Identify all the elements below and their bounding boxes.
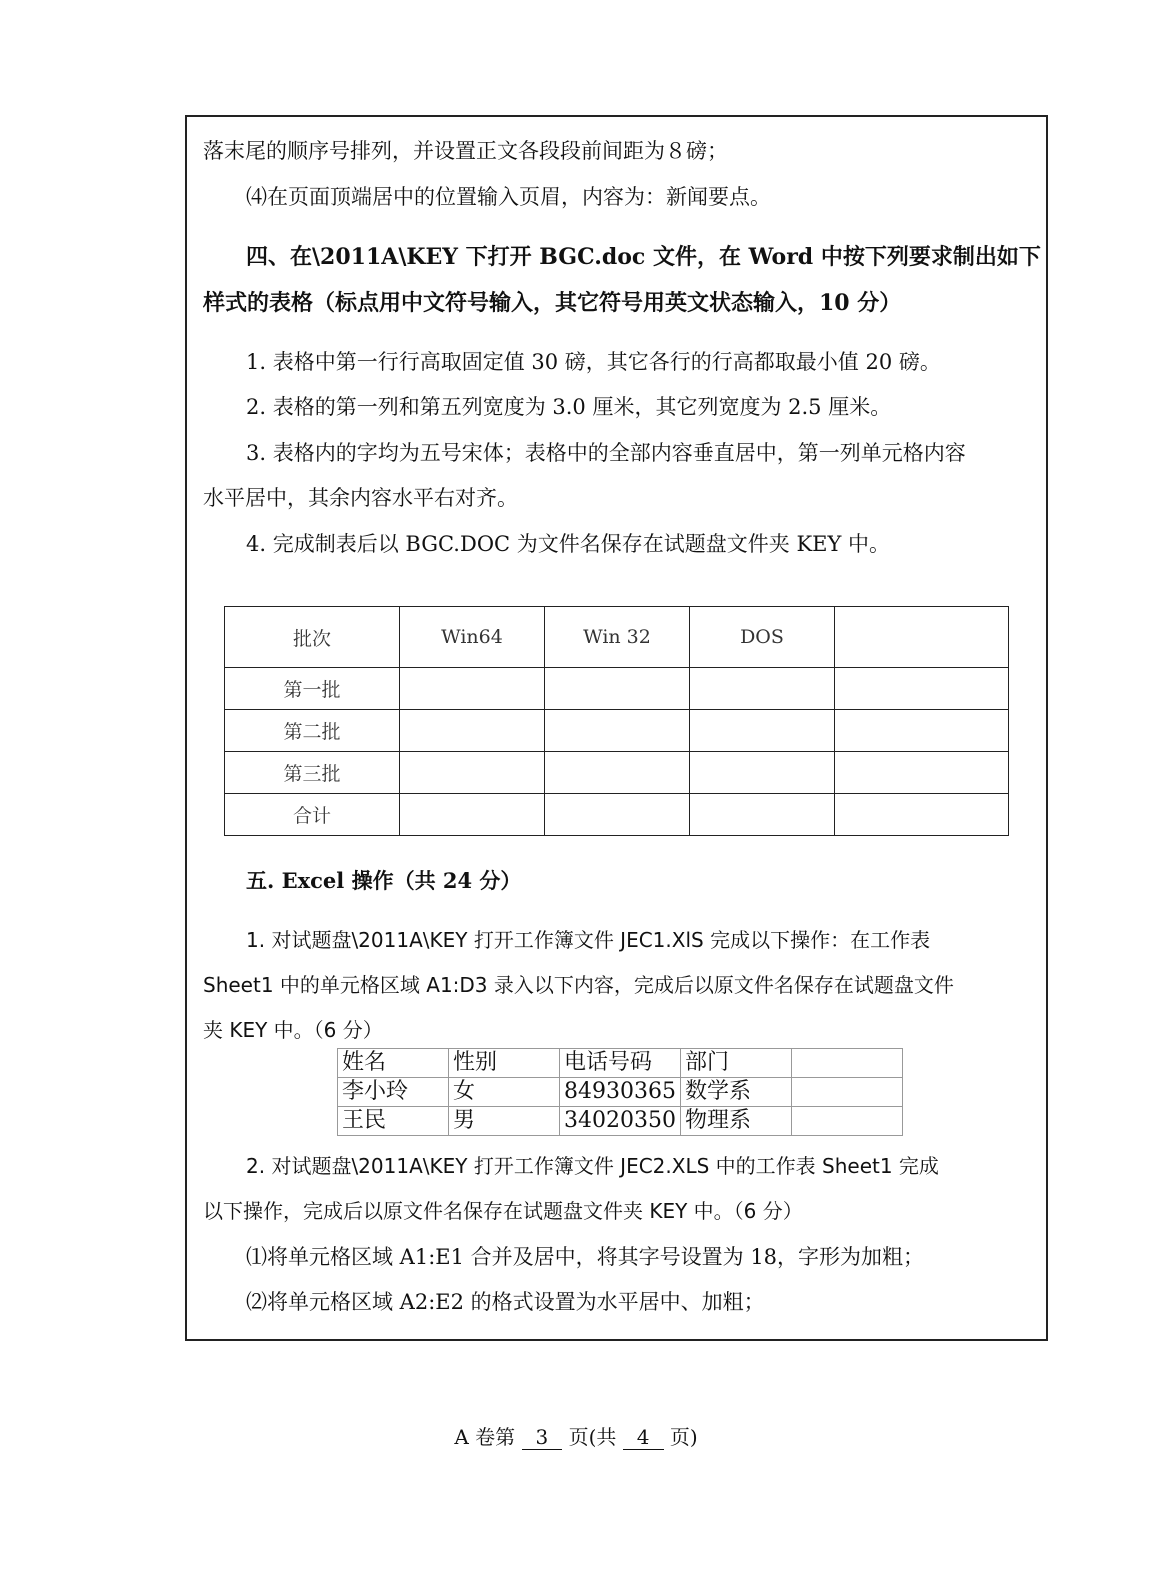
table-cell bbox=[835, 752, 1009, 794]
table-cell bbox=[400, 752, 545, 794]
paragraph-line: 落末尾的顺序号排列，并设置正文各段段前间距为８磅； bbox=[203, 139, 728, 163]
table-cell: 男 bbox=[449, 1107, 560, 1136]
table-cell bbox=[545, 794, 690, 836]
table-cell: 李小玲 bbox=[338, 1078, 449, 1107]
requirement-line: 4. 完成制表后以 BGC.DOC 为文件名保存在试题盘文件夹 KEY 中。 bbox=[246, 532, 891, 556]
excel-step-line: ⑴将单元格区域 A1:E1 合并及居中，将其字号设置为 18，字形为加粗； bbox=[246, 1245, 925, 1269]
table-cell: 性别 bbox=[449, 1049, 560, 1078]
table-cell bbox=[545, 668, 690, 710]
table-cell bbox=[545, 752, 690, 794]
table-cell: DOS bbox=[690, 607, 835, 668]
requirement-line: 1. 表格中第一行行高取固定值 30 磅，其它各行的行高都取最小值 20 磅。 bbox=[246, 350, 941, 374]
footer-prefix: A 卷第 bbox=[454, 1425, 516, 1449]
section-heading: 五. Excel 操作（共 24 分） bbox=[246, 868, 522, 893]
table-cell: 34020350 bbox=[560, 1107, 681, 1136]
word-sample-table bbox=[224, 606, 1009, 836]
requirement-line: 2. 表格的第一列和第五列宽度为 3.0 厘米，其它列宽度为 2.5 厘米。 bbox=[246, 395, 892, 419]
table-cell: 合计 bbox=[225, 794, 400, 836]
table-cell: 电话号码 bbox=[560, 1049, 681, 1078]
table-row bbox=[225, 668, 1009, 710]
table-row bbox=[338, 1049, 903, 1078]
paragraph-line: ⑷在页面顶端居中的位置输入页眉，内容为：新闻要点。 bbox=[246, 185, 771, 209]
table-cell bbox=[835, 607, 1009, 668]
table-cell bbox=[791, 1049, 902, 1078]
page-footer bbox=[0, 1421, 1152, 1450]
table-cell: Win64 bbox=[400, 607, 545, 668]
table-cell bbox=[835, 794, 1009, 836]
total-page-number: 4 bbox=[623, 1425, 664, 1450]
excel-task-line: 1. 对试题盘\2011A\KEY 打开工作簿文件 JEC1.XlS 完成以下操作：在工作表 bbox=[246, 928, 931, 952]
excel-task-line: 以下操作，完成后以原文件名保存在试题盘文件夹 KEY 中。（6 分） bbox=[203, 1199, 803, 1223]
table-row bbox=[225, 794, 1009, 836]
excel-sample-table bbox=[337, 1048, 903, 1136]
requirement-line: 3. 表格内的字均为五号宋体；表格中的全部内容垂直居中，第一列单元格内容 bbox=[246, 441, 966, 465]
table-cell bbox=[690, 668, 835, 710]
table-cell bbox=[690, 710, 835, 752]
table-cell: 第三批 bbox=[225, 752, 400, 794]
table-cell bbox=[791, 1107, 902, 1136]
requirement-line: 水平居中，其余内容水平右对齐。 bbox=[203, 486, 518, 510]
table-cell bbox=[400, 710, 545, 752]
table-cell: 姓名 bbox=[338, 1049, 449, 1078]
footer-suffix: 页) bbox=[669, 1425, 698, 1449]
excel-step-line: ⑵将单元格区域 A2:E2 的格式设置为水平居中、加粗； bbox=[246, 1290, 765, 1314]
table-row bbox=[338, 1107, 903, 1136]
excel-task-line: Sheet1 中的单元格区域 A1:D3 录入以下内容，完成后以原文件名保存在试题盘文件 bbox=[203, 973, 954, 997]
table-cell: Win 32 bbox=[545, 607, 690, 668]
table-cell: 部门 bbox=[680, 1049, 791, 1078]
table-cell bbox=[690, 794, 835, 836]
table-cell: 女 bbox=[449, 1078, 560, 1107]
section-heading: 样式的表格（标点用中文符号输入，其它符号用英文状态输入，10 分） bbox=[203, 290, 902, 316]
table-cell bbox=[791, 1078, 902, 1107]
table-cell: 王民 bbox=[338, 1107, 449, 1136]
table-cell bbox=[545, 710, 690, 752]
table-row bbox=[225, 607, 1009, 668]
table-cell bbox=[690, 752, 835, 794]
table-row bbox=[225, 752, 1009, 794]
table-cell: 第二批 bbox=[225, 710, 400, 752]
table-row bbox=[338, 1078, 903, 1107]
table-cell: 第一批 bbox=[225, 668, 400, 710]
table-cell bbox=[400, 794, 545, 836]
excel-task-line: 2. 对试题盘\2011A\KEY 打开工作簿文件 JEC2.XLS 中的工作表 Sheet1 完成 bbox=[246, 1154, 939, 1178]
excel-task-line: 夹 KEY 中。（6 分） bbox=[203, 1018, 383, 1042]
table-cell: 数学系 bbox=[680, 1078, 791, 1107]
table-row bbox=[225, 710, 1009, 752]
current-page-number: 3 bbox=[522, 1425, 563, 1450]
table-cell bbox=[835, 668, 1009, 710]
table-cell: 84930365 bbox=[560, 1078, 681, 1107]
table-cell bbox=[835, 710, 1009, 752]
table-cell: 物理系 bbox=[680, 1107, 791, 1136]
table-cell bbox=[400, 668, 545, 710]
footer-middle: 页(共 bbox=[568, 1425, 617, 1449]
table-cell: 批次 bbox=[225, 607, 400, 668]
section-heading: 四、在\2011A\KEY 下打开 BGC.doc 文件，在 Word 中按下列要求制出如下 bbox=[246, 244, 1041, 270]
